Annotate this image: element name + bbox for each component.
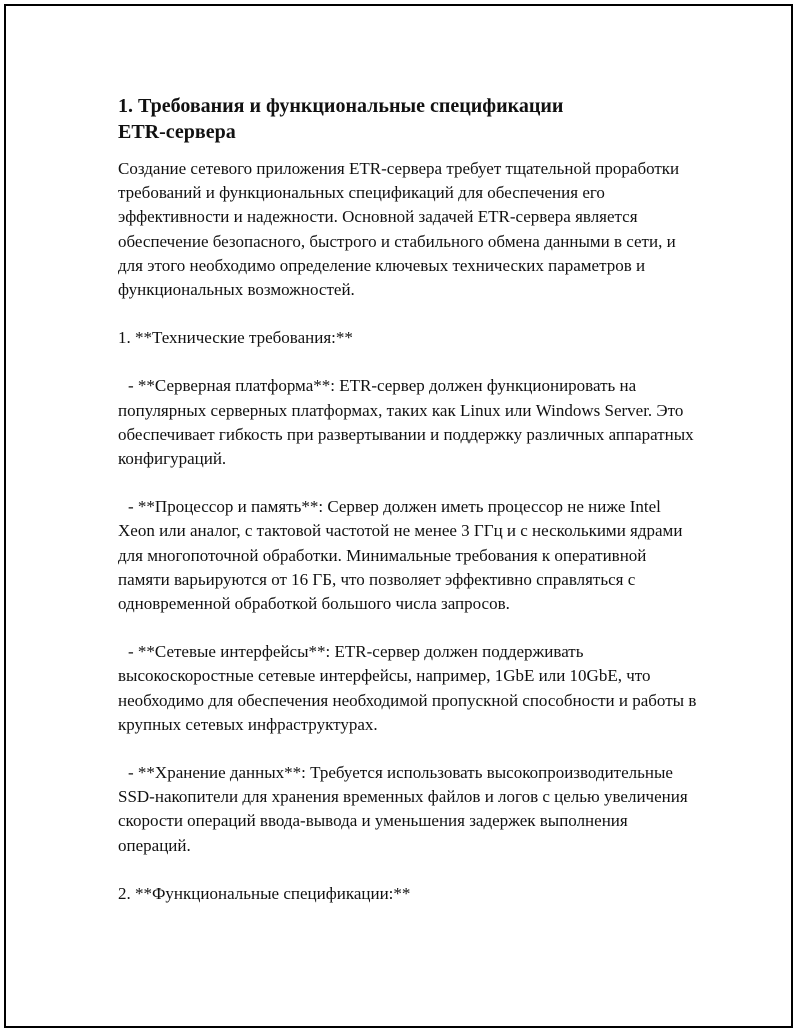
intro-paragraph: Создание сетевого приложения ETR-сервера требует тщательной проработки требований и функциональных спецификаций для обеспечения его эффективности и надежности. Основной задачей ETR-сервера является обеспечение безопасного, быстрого и стабильного обмена данными в сети, и для этого необходимо определение ключевых технических параметров и функциональных возможностей. [118, 159, 680, 300]
heading-line-1: 1. Требования и функциональные спецификации [118, 95, 564, 117]
bullet-cpu-memory: - **Процессор и память**: Сервер должен иметь процессор не ниже Intel Xeon или аналог, с тактовой частотой не менее 3 ГГц и с несколькими ядрами для многопоточной обработки. Минимальные требования к оперативной памяти варьируются от 16 ГБ, что позволяет эффективно справляться с одновременной обработкой большого числа запросов. [118, 497, 683, 614]
section-heading [118, 93, 698, 145]
bullet-data-storage: - **Хранение данных**: Требуется использовать высокопроизводительные SSD-накопители для хранения временных файлов и логов с целью увеличения скорости операций ввода-вывода и уменьшения задержек выполнения операций. [118, 763, 688, 855]
section-2-title: 2. **Функциональные спецификации:** [118, 883, 411, 903]
document-body [118, 93, 698, 906]
bullet-server-platform: - **Серверная платформа**: ETR-сервер должен функционировать на популярных серверных платформах, таких как Linux или Windows Server. Это обеспечивает гибкость при развертывании и поддержку различных аппаратных конфигураций. [118, 376, 694, 469]
bullet-network-interfaces: - **Сетевые интерфейсы**: ETR-сервер должен поддерживать высокоскоростные сетевые интерфейсы, например, 1GbE или 10GbE, что необходимо для обеспечения необходимой пропускной способности и работы в крупных сетевых инфраструктурах. [118, 642, 697, 734]
heading-line-2: ETR-сервера [118, 121, 236, 143]
section-1-title: 1. **Технические требования:** [118, 328, 353, 348]
